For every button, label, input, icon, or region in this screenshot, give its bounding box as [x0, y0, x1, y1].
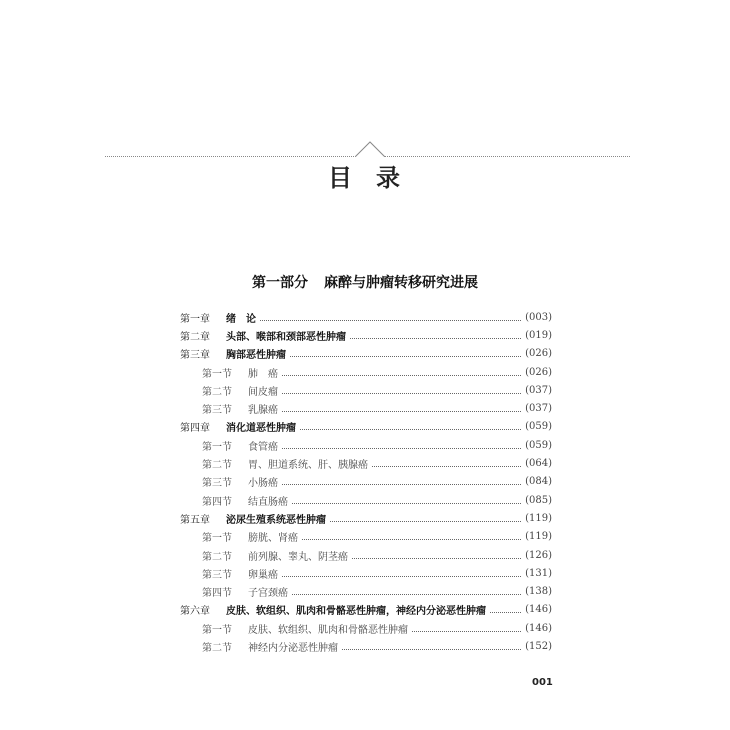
part-label: 第一部分 [252, 275, 308, 291]
dot-leader [282, 393, 521, 394]
section-number: 第四节 [202, 496, 232, 508]
page-reference: (138) [525, 586, 552, 598]
section-number: 第一节 [202, 533, 232, 545]
page-reference: (059) [525, 439, 552, 451]
section-title: 结直肠癌 [248, 496, 288, 508]
page-reference: (126) [525, 549, 552, 561]
dot-leader [282, 448, 521, 449]
table-of-contents [180, 308, 552, 656]
chapter-number: 第四章 [180, 423, 210, 435]
page-reference: (085) [525, 494, 552, 506]
page-reference: (146) [525, 604, 552, 616]
header-triangle-ornament [355, 141, 385, 157]
toc-chapter-entry[interactable] [180, 326, 552, 344]
page-reference: (084) [525, 476, 552, 488]
section-title: 卵巢癌 [248, 569, 278, 581]
page-reference: (146) [525, 622, 552, 634]
dot-leader [302, 539, 521, 540]
section-title: 膀胱、肾癌 [248, 533, 298, 545]
section-title: 前列腺、睾丸、阴茎癌 [248, 551, 348, 563]
dot-leader [282, 375, 521, 376]
dot-leader [350, 338, 521, 339]
section-title: 食管癌 [248, 441, 278, 453]
dot-leader [342, 649, 521, 650]
section-title: 间皮瘤 [248, 386, 278, 398]
page-reference: (064) [525, 458, 552, 470]
toc-section-entry[interactable] [180, 637, 552, 655]
toc-chapter-entry[interactable] [180, 601, 552, 619]
section-title: 神经内分泌恶性肿瘤 [248, 642, 338, 654]
part-heading [0, 272, 730, 292]
toc-section-entry[interactable] [180, 564, 552, 582]
section-title: 皮肤、软组织、肌肉和骨骼恶性肿瘤 [248, 624, 408, 636]
toc-chapter-entry[interactable] [180, 418, 552, 436]
page-reference: (003) [525, 311, 552, 323]
dot-leader [282, 411, 521, 412]
section-number: 第二节 [202, 551, 232, 563]
page-title: 目录 [328, 164, 424, 192]
part-name: 麻醉与肿瘤转移研究进展 [324, 275, 478, 291]
section-number: 第一节 [202, 624, 232, 636]
section-number: 第二节 [202, 460, 232, 472]
chapter-title: 皮肤、软组织、肌肉和骨骼恶性肿瘤，神经内分泌恶性肿瘤 [226, 606, 486, 618]
dot-leader [282, 576, 521, 577]
toc-section-entry[interactable] [180, 399, 552, 417]
dot-leader [292, 594, 521, 595]
page-reference: (059) [525, 421, 552, 433]
toc-section-entry[interactable] [180, 491, 552, 509]
dot-leader [372, 466, 521, 467]
dot-leader [300, 429, 521, 430]
toc-section-entry[interactable] [180, 436, 552, 454]
section-title: 肺 癌 [248, 368, 278, 380]
section-number: 第二节 [202, 386, 232, 398]
section-number: 第三节 [202, 569, 232, 581]
chapter-number: 第三章 [180, 350, 210, 362]
section-title: 胃、胆道系统、肝、胰腺癌 [248, 460, 368, 472]
chapter-title: 绪 论 [226, 313, 256, 325]
chapter-title: 泌尿生殖系统恶性肿瘤 [226, 514, 326, 526]
dot-leader [290, 356, 521, 357]
dot-leader [260, 320, 521, 321]
dot-leader [330, 521, 521, 522]
toc-section-entry[interactable] [180, 363, 552, 381]
section-title: 乳腺癌 [248, 405, 278, 417]
toc-chapter-entry[interactable] [180, 345, 552, 363]
toc-section-entry[interactable] [180, 582, 552, 600]
toc-chapter-entry[interactable] [180, 509, 552, 527]
toc-section-entry[interactable] [180, 528, 552, 546]
dot-leader [490, 612, 521, 613]
section-number: 第二节 [202, 642, 232, 654]
dot-leader [412, 631, 521, 632]
page-number: 001 [532, 677, 553, 688]
chapter-title: 胸部恶性肿瘤 [226, 350, 286, 362]
dot-leader [282, 484, 521, 485]
chapter-number: 第五章 [180, 514, 210, 526]
page-reference: (037) [525, 384, 552, 396]
page-reference: (119) [525, 512, 552, 524]
page-reference: (026) [525, 366, 552, 378]
dot-leader [292, 503, 521, 504]
chapter-title: 消化道恶性肿瘤 [226, 423, 296, 435]
section-title: 子宫颈癌 [248, 588, 288, 600]
page-reference: (131) [525, 567, 552, 579]
toc-section-entry[interactable] [180, 454, 552, 472]
page-reference: (026) [525, 348, 552, 360]
toc-section-entry[interactable] [180, 381, 552, 399]
page-reference: (119) [525, 531, 552, 543]
page-reference: (152) [525, 640, 552, 652]
section-number: 第三节 [202, 478, 232, 490]
section-title: 小肠癌 [248, 478, 278, 490]
section-number: 第四节 [202, 588, 232, 600]
chapter-title: 头部、喉部和颈部恶性肿瘤 [226, 331, 346, 343]
chapter-number: 第一章 [180, 313, 210, 325]
chapter-number: 第六章 [180, 606, 210, 618]
page-reference: (037) [525, 403, 552, 415]
toc-section-entry[interactable] [180, 473, 552, 491]
toc-chapter-entry[interactable] [180, 308, 552, 326]
section-number: 第一节 [202, 368, 232, 380]
dot-leader [352, 558, 521, 559]
page-reference: (019) [525, 329, 552, 341]
chapter-number: 第二章 [180, 331, 210, 343]
section-number: 第一节 [202, 441, 232, 453]
toc-section-entry[interactable] [180, 619, 552, 637]
toc-section-entry[interactable] [180, 546, 552, 564]
section-number: 第三节 [202, 405, 232, 417]
